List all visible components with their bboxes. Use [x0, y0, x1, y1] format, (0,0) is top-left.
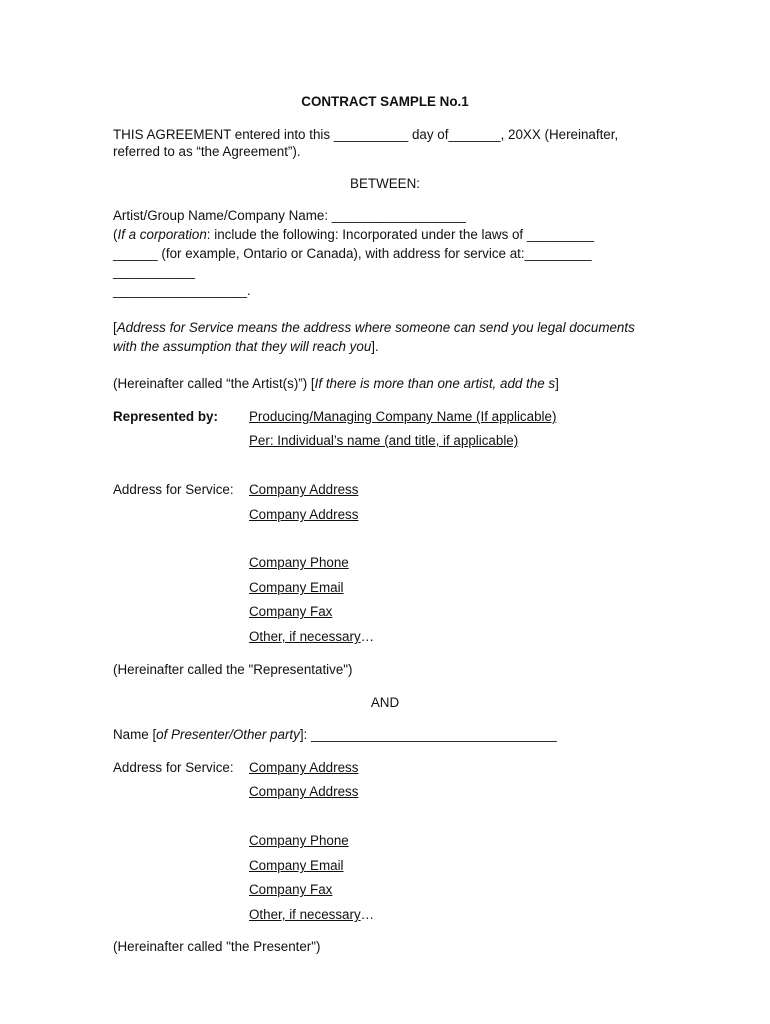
corporation-line-4: __________________. [113, 283, 251, 298]
presenter-name-prefix: Name [ [113, 727, 157, 742]
rep-company-fax: Company Fax [249, 604, 333, 619]
rep-called-line: (Hereinafter called the "Representative") [113, 662, 353, 677]
pres-address-label: Address for Service: [113, 760, 234, 775]
corp-open: ( [113, 227, 118, 242]
artist-called-line [113, 375, 559, 393]
and-heading: AND [370, 695, 400, 710]
address-note-line-1 [113, 319, 635, 337]
pres-company-address-1: Company Address [249, 760, 359, 775]
presenter-name-blank: _________________________________ [311, 727, 557, 742]
represented-individual: Per: Individual’s name (and title, if applicable) [249, 433, 519, 448]
corporation-line-2: ______ (for example, Ontario or Canada), with address for service at:_________ [113, 246, 592, 261]
rep-company-address-1: Company Address [249, 482, 359, 497]
pres-other-line [249, 906, 374, 924]
rep-other-line [249, 628, 374, 646]
corporation-line-3: ___________ [113, 264, 195, 279]
rep-company-address-2: Company Address [249, 507, 359, 522]
artist-called-normal: (Hereinafter called “the Artist(s)”) [ [113, 376, 315, 391]
pres-called-line: (Hereinafter called "the Presenter") [113, 939, 321, 954]
pres-company-fax: Company Fax [249, 882, 333, 897]
corp-rest: : include the following: Incorporated under the laws of _________ [206, 227, 594, 242]
address-note-italic-2: with the assumption that they will reach you [113, 339, 372, 354]
presenter-name-suffix: ]: [299, 727, 311, 742]
intro-line-2: referred to as “the Agreement”). [113, 144, 301, 159]
presenter-name-italic: of Presenter/Other party [156, 727, 300, 742]
address-note-italic-1: Address for Service means the address where someone can send you legal documents [116, 320, 635, 335]
rep-company-phone: Company Phone [249, 555, 349, 570]
address-note-line-2 [113, 338, 379, 356]
document-title: CONTRACT SAMPLE No.1 [301, 94, 469, 109]
pres-company-address-2: Company Address [249, 784, 359, 799]
pres-company-email: Company Email [249, 858, 344, 873]
pres-other-suffix: … [360, 907, 375, 922]
artist-called-close: ] [555, 376, 559, 391]
artist-called-italic: If there is more than one artist, add the s [314, 376, 556, 391]
corporation-line [113, 226, 594, 244]
presenter-name-line [113, 726, 557, 744]
address-note-open: [ [113, 320, 117, 335]
represented-company: Producing/Managing Company Name (If applicable) [249, 409, 557, 424]
rep-address-label: Address for Service: [113, 482, 234, 497]
rep-other: Other, if necessary [249, 629, 361, 644]
between-heading: BETWEEN: [350, 176, 420, 191]
rep-company-email: Company Email [249, 580, 344, 595]
corp-italic: If a corporation [117, 227, 207, 242]
pres-other: Other, if necessary [249, 907, 361, 922]
rep-other-suffix: … [360, 629, 375, 644]
artist-name-line: Artist/Group Name/Company Name: __________________ [113, 208, 466, 223]
pres-company-phone: Company Phone [249, 833, 349, 848]
intro-line-1: THIS AGREEMENT entered into this __________ day of_______, 20XX (Hereinafter, [113, 127, 619, 142]
represented-by-label: Represented by: [113, 409, 218, 424]
address-note-close: ]. [371, 339, 379, 354]
